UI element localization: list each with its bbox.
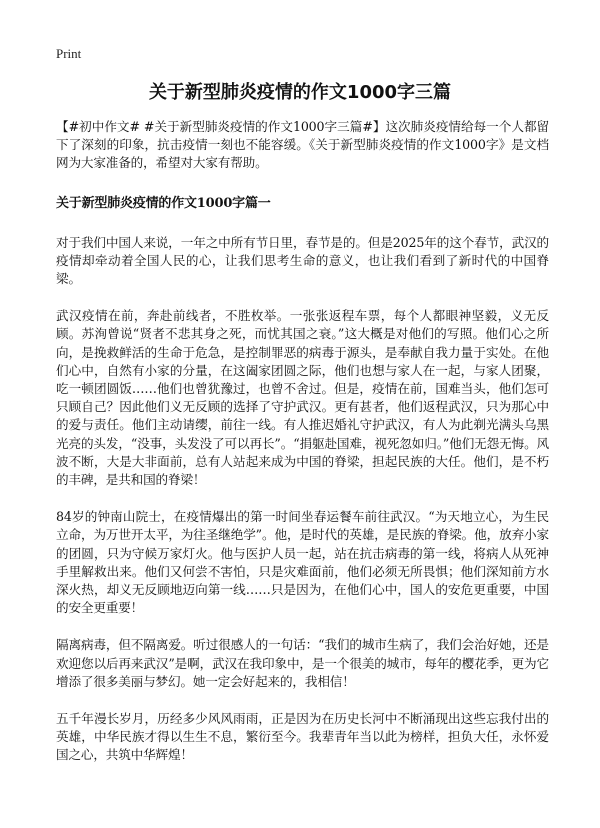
section-heading: 关于新型肺炎疫情的作文1000字篇一 xyxy=(56,195,271,211)
page-title: 关于新型肺炎疫情的作文1000字三篇 xyxy=(148,82,452,103)
article-body xyxy=(56,118,549,784)
intro-paragraph: 【#初中作文# #关于新型肺炎疫情的作文1000字三篇#】这次肺炎疫情给每一个人都留下了深刻的印象，抗击疫情一刻也不能容缓。《关于新型肺炎疫情的作文1000字》是文档网为大家准备的，希望对大家有帮助。 xyxy=(56,119,549,171)
paragraph-5: 五千年漫长岁月，历经多少风风雨雨，正是因为在历史长河中不断涌现出这些忘我付出的英雄，中华民族才得以生生不息，繁衍至今。我辈青年当以此为榜样，担负大任，永怀爱国之心，共筑中华辉煌！ xyxy=(56,711,549,763)
paragraph-3: 84岁的钟南山院士，在疫情爆出的第一时间坐春运餐车前往武汉。“为天地立心，为生民立命，为万世开太平，为往圣继绝学”。他，是时代的英雄，是民族的脊梁。他，放弃小家的团圆，只为守候万家灯火。他与医护人员一起，站在抗击病毒的第一线，将病人从死神手里解救出来。他们又何尝不害怕，只是灾难面前，他们必须无所畏惧；他们深知前方水深火热，却义无反顾地迈向第一线……只是因为，在他们心中，国人的安危更重要，中国的安全更重要！ xyxy=(56,509,549,616)
paragraph-2: 武汉疫情在前，奔赴前线者，不胜枚举。一张张返程车票，每个人都眼神坚毅，义无反顾。苏洵曾说“贤者不悲其身之死，而忧其国之衰。”这大概是对他们的写照。他们心之所向，是挽救鲜活的生命于危急，是控制罪恶的病毒于源头，是奉献自我力量于实处。在他们心中，自然有小家的分量，在这阖家团圆之际，他们也想与家人在一起，与家人团聚，吃一顿团圆饭……他们也曾犹豫过，也曾不舍过。但是，疫情在前，国难当头，他们怎可只顾自己？因此他们义无反顾的选择了守护武汉。更有甚者，他们返程武汉，只为那心中的爱与责任。他们主动请缨，前往一线。有人推迟婚礼守护武汉，有人为此剃光满头乌黑光亮的头发，“没事，头发没了可以再长”。“捐躯赴国难，视死忽如归。”他们无怨无悔。风波不断，大是大非面前，总有人站起来成为中国的脊梁，担起民族的大任。他们，是不朽的丰碑，是共和国的脊梁！ xyxy=(56,308,549,488)
paragraph-4: 隔离病毒，但不隔离爱。听过很感人的一句话：“我们的城市生病了，我们会治好她，还是欢迎您以后再来武汉”是啊，武汉在我印象中，是一个很美的城市，每年的樱花季，更为它增添了很多美丽与梦幻。她一定会好起来的，我相信！ xyxy=(56,637,549,689)
paragraph-1: 对于我们中国人来说，一年之中所有节日里，春节是的。但是2025年的这个春节，武汉的疫情却牵动着全国人民的心，让我们思考生命的意义，也让我们看到了新时代的中国脊梁。 xyxy=(56,234,549,287)
print-link[interactable]: Print xyxy=(56,46,82,61)
